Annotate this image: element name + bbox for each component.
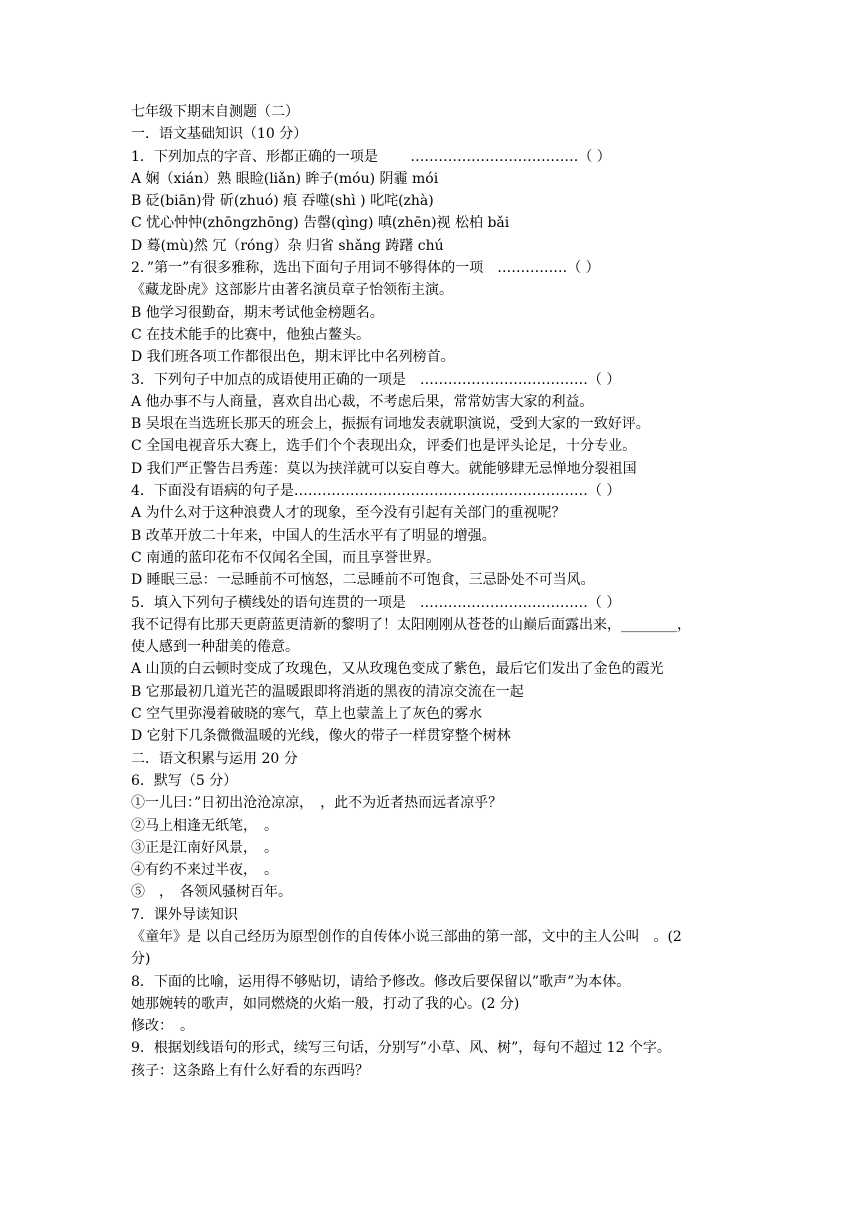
text-line: A 为什么对于这种浪费人才的现象，至今没有引起有关部门的重视呢？ [131, 505, 566, 522]
text-line: B 改革开放二十年来，中国人的生活水平有了明显的增强。 [131, 527, 496, 544]
text-line: C 在技术能手的比赛中，他独占鳌头。 [131, 326, 371, 343]
text-line: B 他学习很勤奋，期末考试他金榜题名。 [131, 304, 384, 321]
text-line: C 空气里弥漫着破晓的寒气，草上也蒙盖上了灰色的雾水 [131, 706, 483, 723]
text-line: ①一儿曰：”日初出沧沧凉凉， ，此不为近者热而远者凉乎？ [131, 795, 503, 812]
text-line: 她那婉转的歌声，如同燃烧的火焰一般，打动了我的心。(2 分) [131, 995, 520, 1012]
text-line: 使人感到一种甜美的倦意。 [131, 639, 299, 656]
text-line: 3．下列句子中加点的成语使用正确的一项是 ………………………………（ ） [131, 371, 621, 388]
text-line: 我不记得有比那天更蔚蓝更清新的黎明了！太阳刚刚从苍苍的山巅后面露出来，________， [131, 616, 691, 633]
text-line: D 它射下几条微微温暖的光线，像火的带子一样贯穿整个树林 [131, 728, 511, 745]
document-title: 七年级下期末自测题（二） [131, 104, 299, 120]
text-line: 5．填入下列句子横线处的语句连贯的一项是 ………………………………（ ） [131, 594, 621, 611]
document-body [131, 123, 760, 1082]
text-line: 9．根据划线语句的形式，续写三句话，分别写”小草、风、树”，每句不超过 12 个字。 [131, 1040, 671, 1057]
text-line: 一．语文基础知识（10 分） [131, 126, 308, 143]
text-line: 4．下面没有语病的句子是………………………………………………………（ ） [131, 483, 621, 500]
text-line: C 全国电视音乐大赛上，选手们个个表现出众，评委们也是评头论足，十分专业。 [131, 438, 637, 455]
text-line: B 砭(biān)骨 斫(zhuó) 痕 吞噬(shì ) 叱咤(zhà) [131, 193, 434, 210]
text-line: 8．下面的比喻，运用得不够贴切，请给予修改。修改后要保留以”歌声”为本体。 [131, 973, 631, 990]
text-line: D 我们严正警告吕秀莲：莫以为挟洋就可以妄自尊大。就能够肆无忌惮地分裂祖国 [131, 460, 637, 477]
text-line: C 南通的蓝印花布不仅闻名全国，而且享誉世界。 [131, 549, 441, 566]
text-line: B 吴垠在当选班长那天的班会上，振振有词地发表就职演说，受到大家的一致好评。 [131, 416, 650, 433]
text-line: 二．语文积累与运用 20 分 [131, 750, 298, 767]
text-line: 《童年》是 以自己经历为原型创作的自传体小说三部曲的第一部，文中的主人公叫 。(2 [131, 928, 682, 945]
text-line: D 睡眠三忌：一忌睡前不可恼怒，二忌睡前不可饱食，三忌卧处不可当风。 [131, 572, 595, 589]
text-line: ②马上相逢无纸笔， 。 [131, 817, 278, 834]
text-line: C 忧心忡忡(zhōngzhōng) 告罄(qìng) 嗔(zhēn)视 松柏 bǎi [131, 215, 510, 232]
text-line: 分) [131, 951, 151, 968]
text-line: 2．”第一”有很多雅称，选出下面句子用词不够得体的一项 ……………（ ） [131, 260, 600, 277]
text-line: 7．课外导读知识 [131, 906, 238, 923]
text-line: B 它那最初几道光芒的温暖跟即将消逝的黑夜的清凉交流在一起 [131, 683, 524, 700]
text-line: ③正是江南好风景， 。 [131, 839, 278, 856]
text-line: A 他办事不与人商量，喜欢自出心裁，不考虑后果，常常妨害大家的利益。 [131, 393, 594, 410]
text-line: D 蓦(mù)然 冗（róng）杂 归省 shǎng 踌躇 chú [131, 237, 444, 254]
text-line: 孩子：这条路上有什么好看的东西吗？ [131, 1062, 369, 1079]
text-line: A 娴（xián）熟 眼睑(liǎn) 眸子(móu) 阴霾 mói [131, 170, 439, 187]
text-line: 6．默写（5 分） [131, 772, 238, 789]
text-line: ④有约不来过半夜， 。 [131, 862, 278, 879]
text-line: 1．下列加点的字音、形都正确的一项是 ………………………………（ ） [131, 148, 611, 165]
text-line: ⑤ ， 各领风骚树百年。 [131, 884, 292, 901]
text-line: 修改： 。 [131, 1018, 194, 1035]
text-line: D 我们班各项工作都很出色，期末评比中名列榜首。 [131, 349, 455, 366]
text-line: 《藏龙卧虎》这部影片由著名演员章子怡领衔主演。 [131, 282, 453, 299]
text-line: A 山顶的白云顿时变成了玫瑰色，又从玫瑰色变成了紫色，最后它们发出了金色的霞光 [131, 661, 664, 678]
